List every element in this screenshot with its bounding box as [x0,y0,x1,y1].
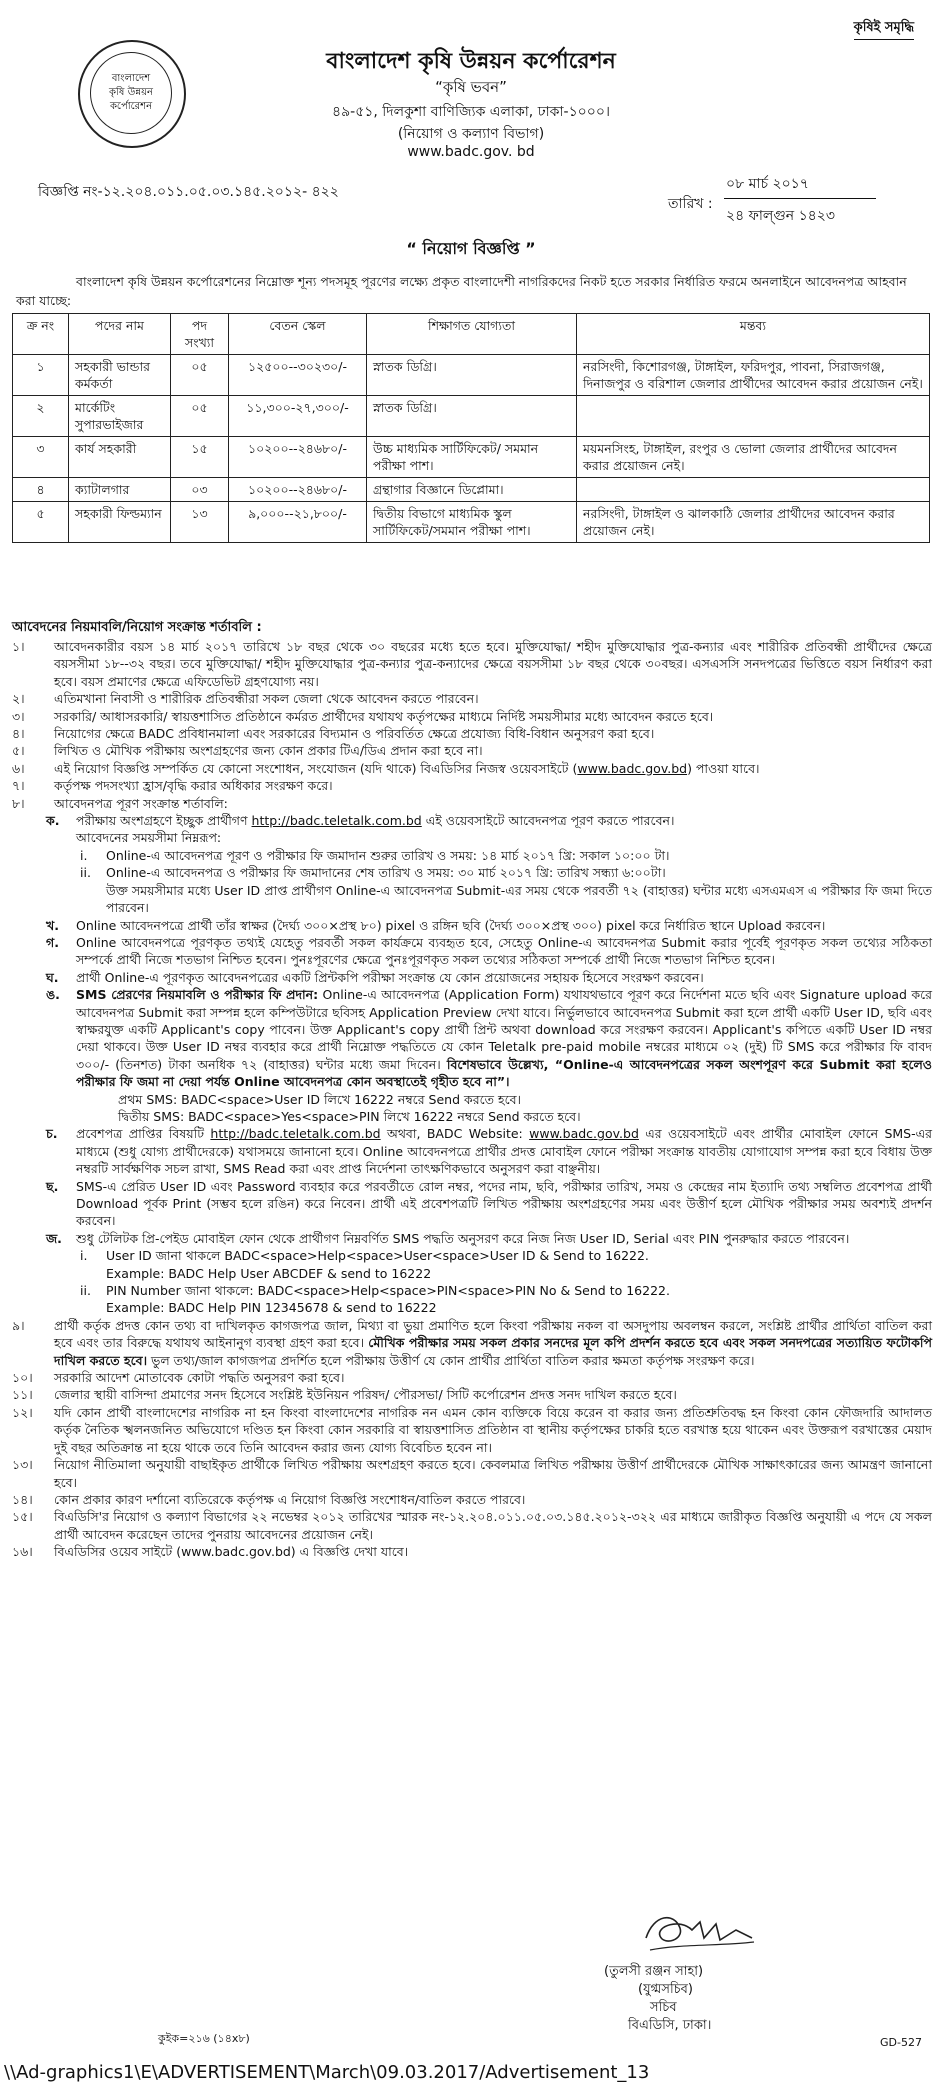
signature-mark [640,1908,760,1958]
rule-number: ১১। [12,1387,33,1403]
slogan-tag: কৃষিই সমৃদ্ধি [854,18,914,40]
item-ii-text-b: উক্ত সময়সীমার মধ্যে User ID প্রাপ্ত প্রার্থীগণ Online-এ আবেদনপত্র Submit-এর সময় থেকে পরবর্তী ৭২ (বাহাত্তর) ঘন্টার মধ্যে এসএমএস এ পরীক্ষার ফি জমা দিতে পারবেন। [106,882,932,916]
rule-text: আবেদনপত্র পূরণ সংক্রান্ত শর্তাবলি: [54,795,228,811]
inch-size: কুইক=২১৬ (১৪x৮) [158,2032,250,2045]
signatory-designation: (যুগ্মসচিব) [638,1982,693,1997]
rules-list [10,638,932,1561]
posts-table [12,313,930,543]
sub-text: SMS-এ প্রেরিত User ID এবং Password ব্যবহার করে পরবর্তীতে রোল নম্বর, পদের নাম, ছবি, পরীক্ষার তারিখ, সময় ও কেন্দ্রের নাম ইত্যাদি তথ্য সম্বলিত প্রবেশপত্র প্রার্থী Download পূর্বক Print (সম্ভব হলে রঙিন) করে নিবেন। প্রার্থী এই প্রবেশপত্রটি লিখিত পরীক্ষায় অংশগ্রহণের সময় এবং উত্তীর্ণ হলে মৌখিক পরীক্ষার সময় অবশ্যই প্রদর্শন করবেন। [76,1178,932,1229]
rule-text: কোন প্রকার কারণ দর্শানো ব্যতিরেকে কর্তৃপক্ষ এ নিয়োগ বিজ্ঞপ্তি সংশোধন/বাতিল করতে পারবে। [54,1491,526,1507]
rule-text: এতিমখানা নিবাসী ও শারীরিক প্রতিবন্ধীরা সকল জেলা থেকে আবেদন করতে পারবেন। [54,691,479,707]
cell-post: কার্য সহকারী [69,437,171,478]
item-number: ii. [80,1283,91,1299]
rule-number: ১০। [12,1370,33,1386]
rule-12 [10,1404,932,1456]
cell-count: ১৫ [171,437,229,478]
cha-text-c: এর ওয়েবসাইটে এবং প্রার্থীর মোবাইল ফোনে SMS-এর মাধ্যমে (শুধু যোগ্য প্রার্থীদেরকে) যথাসময়ে জানানো হবে। Online আবেদনপত্রে প্রার্থীর প্রদত্ত মোবাইল ফোনে পরীক্ষা সংক্রান্ত যাবতীয় যোগাযোগ সম্পন্ন করা হবে বিধায় উক্ত নম্বরটি সার্বক্ষণিক সচল রাখা, SMS Read করা এবং প্রাপ্ত নির্দেশনা তাৎক্ষণিকভাবে অনুসরণ করা বাঞ্ছনীয়। [76,1126,932,1177]
date-label: তারিখ : [668,196,713,212]
rule-8-cha [10,1125,932,1177]
rule-13 [10,1456,932,1491]
gd-code: GD-527 [880,2036,922,2049]
logo-text-1: বাংলাদেশ [111,73,151,84]
signatory-title: সচিব [650,2000,677,2015]
badc-website-link[interactable]: www.badc.gov.bd [529,1126,639,1142]
cell-sl: ১ [13,355,69,396]
rule-9 [10,1317,932,1369]
cell-qualification: গ্রন্থাগার বিজ্ঞানে ডিপ্লোমা। [367,478,577,502]
pin-example: Example: BADC Help PIN 12345678 & send to 16222 [106,1300,437,1316]
item-text [106,1282,932,1317]
website: www.badc.gov. bd [407,144,535,160]
sub-text [76,986,932,1090]
sub-number: চ. [46,1126,58,1142]
rules-title: আবেদনের নিয়মাবলি/নিয়োগ সংক্রান্ত শর্তাবলি : [12,620,262,635]
rule-number: ১৫। [12,1509,33,1525]
sms-second: দ্বিতীয় SMS: BADC<space>Yes<space>PIN লিখে 16222 নম্বরে Send করতে হবে। [118,1108,581,1124]
userid-example: Example: BADC Help User ABCDEF & send to 16222 [106,1265,432,1281]
rule-number: ২। [12,691,25,707]
sub-text: Online আবেদনপত্রে পূরণকৃত তথ্যই যেহেতু পরবর্তী সকল কার্যক্রমে ব্যবহৃত হবে, সেহেতু Online-এ আবেদনপত্র Submit করার পূর্বেই পূরণকৃত সকল তথ্যের সঠিকতা সম্পর্কে প্রার্থী নিজে শতভাগ নিশ্চিত হবেন। পুনঃপূরণের ক্ষেত্রে পুনঃপূরণকৃত সকল তথ্যের সঠিকতা সম্পর্কে প্রার্থী নিজে শতভাগ নিশ্চিত হবেন। [76,934,932,968]
col-post: পদের নাম [69,314,171,355]
cell-remark: নরসিংদী, টাঙ্গাইল ও ঝালকাঠি জেলার প্রার্থীদের আবেদন করার প্রয়োজন নেই। [577,502,930,543]
rule-text [54,1317,932,1369]
teletalk-link[interactable]: http://badc.teletalk.com.bd [251,813,422,829]
sms-warning: বিশেষভাবে উল্লেখ্য, “Online-এ আবেদনপত্রের সকল অংশপূরণ করে Submit করা হলেও পরীক্ষার ফি জমা না দেয়া পর্যন্ত Online আবেদনপত্র কোন অবস্থাতেই গৃহীত হবে না”। [76,1056,932,1090]
cell-count: ০৫ [171,355,229,396]
item-text [106,864,932,916]
cell-count: ১৩ [171,502,229,543]
rule-number: ৭। [12,778,25,794]
ka-text-a: পরীক্ষায় অংশগ্রহণে ইচ্ছুক প্রার্থীগণ [76,813,252,829]
logo-text-2: কৃষি উন্নয়ন [109,87,153,98]
rule-number: ৩। [12,708,25,724]
rule-number: ১৪। [12,1491,33,1507]
ja-item-i [10,1247,932,1282]
table-row [13,437,930,478]
address: ৪৯-৫১, দিলকুশা বাণিজ্যিক এলাকা, ঢাকা-১০০০। [331,104,610,120]
cell-qualification: উচ্চ মাধ্যমিক সার্টিফিকেট/ সমমান পরীক্ষা পাশ। [367,437,577,478]
sub-number: ঘ. [46,969,59,985]
rule-text: সরকারি/ আধাসরকারি/ স্বায়ত্তশাসিত প্রতিষ্ঠানে কর্মরত প্রার্থীদের যথাযথ কর্তৃপক্ষের মাধ্যমে নির্দিষ্ট সময়সীমার মধ্যে আবেদন করতে হবে। [54,708,714,724]
sub-text: শুধু টেলিটক প্রি-পেইড মোবাইল ফোন থেকে প্রার্থীগণ নিম্নবর্ণিত SMS পদ্ধতি অনুসরণ করে নিজ নিজ User ID, Serial এবং PIN পুনরুদ্ধার করতে পারবেন। [76,1230,850,1246]
rule-text: নিয়োগ নীতিমালা অনুযায়ী বাছাইকৃত প্রার্থীকে লিখিত পরীক্ষায় অংশগ্রহণ করতে হবে। কেবলমাত্র লিখিত পরীক্ষায় উত্তীর্ণ প্রার্থীদেরকে মৌখিক সাক্ষাৎকারের জন্য আমন্ত্রণ জানানো হবে। [54,1457,932,1490]
cell-scale: ১০২০০--২৪৬৮০/- [229,437,367,478]
cell-post: মার্কেটিং সুপারভাইজার [69,396,171,437]
item-text [106,1247,932,1282]
rule-number: ৮। [12,795,25,811]
rule-6-text-b: ) পাওয়া যাবে। [687,760,760,776]
cell-qualification: স্নাতক ডিগ্রি। [367,355,577,396]
rule-text: নিয়োগের ক্ষেত্রে BADC প্রবিধানমালা এবং সরকারের বিদ্যমান ও পরিবর্তিত ক্ষেত্রে প্রযোজ্য বিধি-বিধান অনুসরণ করা হবে। [54,726,655,742]
rule-number: ১৬। [12,1544,33,1560]
rule-7 [10,777,932,794]
table-row [13,502,930,543]
cha-text-b: অথবা, BADC Website: [380,1126,530,1142]
sms-heading: SMS প্রেরণের নিয়মাবলি ও পরীক্ষার ফি প্রদান: [76,987,319,1003]
ja-item-ii [10,1282,932,1317]
rule-number: ১২। [12,1404,33,1420]
col-remark: মন্তব্য [577,314,930,355]
org-name: বাংলাদেশ কৃষি উন্নয়ন কর্পোরেশন [326,49,616,74]
rule-8-gha [10,969,932,986]
table-header-row [13,314,930,355]
rule-text: আবেদনকারীর বয়স ১৪ মার্চ ২০১৭ তারিখে ১৮ বছর থেকে ৩০ বছরের মধ্যে হতে হবে। মুক্তিযোদ্ধা/ শহীদ মুক্তিযোদ্ধার পুত্র-কন্যার এবং শারীরিক প্রতিবন্ধী প্রার্থীদের ক্ষেত্রে বয়সসীমা ১৮--৩২ বছর। তবে মুক্তিযোদ্ধা/ শহীদ মুক্তিযোদ্ধার পুত্র-কন্যার পুত্র-কন্যাদের ক্ষেত্রে বয়সসীমা ১৮ বছর থেকে ৩০বছর। এসএসসি সনদপত্রের ভিত্তিতে বয়স নির্ধারণ করা হবে। বয়স প্রমাণের ক্ষেত্রে এফিডেভিট গ্রহণযোগ্য নয়। [54,639,932,689]
sub-number: ঙ. [46,987,60,1003]
sub-number: খ. [46,917,59,933]
rule-8-ja [10,1230,932,1247]
rule-number: ১৩। [12,1457,33,1473]
cell-count: ০৩ [171,478,229,502]
cell-qualification: দ্বিতীয় বিভাগে মাধ্যমিক স্কুল সার্টিফিকেট/সমমান পরীক্ষা পাশ। [367,502,577,543]
table-row [13,396,930,437]
cell-remark [577,396,930,437]
sms-body: Online-এ আবেদনপত্র (Application Form) যথাযথভাবে পূরণ করে নির্দেশনা মতে ছবি এবং Signature upload করে আবেদনপত্র Submit করা সম্পন্ন হলে কম্পিউটারে ছবিসহ Application Preview দেখা যাবে। নির্ভুলভাবে আবেদনপত্র Submit করা হলে প্রার্থী একটি User ID, ছবি এবং স্বাক্ষরযুক্ত একটি Applicant's copy পাবেন। উক্ত Applicant's copy প্রার্থী প্রিন্ট অথবা download করে সংরক্ষণ করবেন। Applicant's কপিতে একটি User ID নম্বর দেয়া থাকবে। উক্ত User ID নম্বর ব্যবহার করে প্রার্থী নিম্নোক্ত পদ্ধতিতে যে কোন Teletalk pre-paid mobile নম্বরের মাধ্যমে ০২ (দুই) টি SMS করে পরীক্ষার ফি বাবদ ৩০০/- (তিনশত) টাকা অনধিক ৭২ (বাহাত্তর) ঘন্টার মধ্যে জমা দিবেন। [76,987,933,1072]
rule-text: বিএডিসি'র নিয়োগ ও কল্যাণ বিভাগের ২২ নভেম্বর ২০১২ তারিখের স্মারক নং-১২.২০৪.০১১.০৫.০৩.১৪৫.২০১২-৩২২ এর মাধ্যমে জারীকৃত বিজ্ঞপ্তি অনুযায়ী এ পদে যে সকল প্রার্থী আবেদন করেছেন তাদের পুনরায় আবেদনের প্রয়োজন নেই। [54,1509,932,1542]
rule-number: ৪। [12,726,25,742]
teletalk-link[interactable]: http://badc.teletalk.com.bd [210,1126,381,1142]
rule-text: লিখিত ও মৌখিক পরীক্ষায় অংশগ্রহণের জন্য কোন প্রকার টিএ/ডিএ প্রদান করা হবে না। [54,743,483,759]
rule-text: যদি কোন প্রার্থী বাংলাদেশের নাগরিক না হন কিংবা বাংলাদেশের নাগরিক নন এমন কোন ব্যক্তিকে বিয়ে করেন বা করার জন্য প্রতিশ্রুতিবদ্ধ হন কিংবা কোন ফৌজদারি আদালত কর্তৃক নৈতিক স্খলনজনিত অভিযোগে দণ্ডিত হন কিংবা কোন সরকারি বা স্বায়ত্তশাসিত প্রতিষ্ঠান বা স্থানীয় কর্তৃপক্ষের চাকরি হতে বরখাস্ত হয়ে থাকেন এবং উক্তরূপ বরখাস্তের মেয়াদ দুই বছর অতিক্রান্ত না হয়ে থাকে তবে তিনি আবেদন করার জন্য যোগ্য বিবেচিত হবেন না। [54,1404,932,1455]
intro-paragraph: বাংলাদেশ কৃষি উন্নয়ন কর্পোরেশনের নিম্নোক্ত শূন্য পদসমূহ পূরণের লক্ষ্যে প্রকৃত বাংলাদেশী নাগরিকদের নিকট হতে সরকার নির্ধারিত ফরমে অনলাইনে আবেদনপত্র আহবান করা যাচ্ছে: [16,274,907,308]
userid-help: User ID জানা থাকলে BADC<space>Help<space>User<space>User ID & Send to 16222. [106,1248,649,1264]
rule-11 [10,1386,932,1403]
date-gregorian: ০৮ মার্চ ২০১৭ [726,176,809,192]
item-number: i. [80,1248,88,1264]
cell-post: সহকারী ভান্ডার কর্মকর্তা [69,355,171,396]
rule-9-text-a: প্রার্থী কর্তৃক প্রদত্ত কোন তথ্য বা দাখিলকৃত কাগজপত্র জাল, মিথ্যা বা ভুয়া প্রমাণিত হলে কিংবা পরীক্ষায় নকল বা অসদুপায় অবলম্বন করলে, সংশ্লিষ্ট প্রার্থীর প্রার্থিতা বাতিল করা হবে এবং তার বিরুদ্ধে যথাযথ আইনানুগ ব্যবস্থা গ্রহণ করা হবে। [54,1317,932,1351]
item-ii-text: Online-এ আবেদনপত্র ও পরীক্ষার ফি জমাদানের শেষ তারিখ ও সময়: ৩০ মার্চ ২০১৭ খ্রি: তারিখ সন্ধ্যা ৬:০০টা। [106,865,666,881]
building-name: “কৃষি ভবন” [435,78,507,96]
rule-8-kha [10,917,932,934]
rule-number: ৯। [12,1317,25,1333]
cell-qualification: স্নাতক ডিগ্রি। [367,396,577,437]
col-scale: বেতন স্কেল [229,314,367,355]
rule-14 [10,1491,932,1508]
col-qualification: শিক্ষাগত যোগ্যতা [367,314,577,355]
rule-text: সরকারি আদেশ মোতাবেক কোটা পদ্ধতি অনুসরণ করা হবে। [54,1370,345,1386]
table-row [13,478,930,502]
rule-number: ৬। [12,760,25,776]
item-number: i. [80,847,88,863]
cell-scale: ৯,০০০--২১,৮০০/- [229,502,367,543]
cell-sl: ২ [13,396,69,437]
cell-scale: ১১,৩০০-২৭,৩০০/- [229,396,367,437]
rule-15 [10,1508,932,1543]
cell-sl: ৫ [13,502,69,543]
sms-first: প্রথম SMS: BADC<space>User ID লিখে 16222 নম্বরে Send করতে হবে। [118,1091,522,1107]
date-bangla: ২৪ ফাল্গুন ১৪২৩ [726,208,835,224]
notice-title: “ নিয়োগ বিজ্ঞপ্তি ” [406,239,536,258]
rule-text: বিএডিসির ওয়েব সাইটে (www.badc.gov.bd) এ বিজ্ঞপ্তি দেখা যাবে। [54,1544,409,1560]
rule-9-bold: মৌখিক পরীক্ষার সময় সকল প্রকার সনদের মূল কপি প্রদর্শন করতে হবে এবং সকল সনদপত্রের সত্যায়িত ফটোকপি দাখিল করতে হবে। [54,1335,932,1368]
rule-8 [10,795,932,812]
cell-sl: ৪ [13,478,69,502]
cell-remark [577,478,930,502]
sub-text: Online আবেদনপত্রে প্রার্থী তাঁর স্বাক্ষর (দৈর্ঘ্য ৩০০×প্রস্থ ৮০) pixel ও রঙ্গিন ছবি (দৈর্ঘ্য ৩০০×প্রস্থ ৩০০) pixel করে নির্ধারিত স্থানে Upload করবেন। [76,917,826,933]
sub-text [76,812,932,847]
rule-8-uma [10,986,932,1090]
ka-item-i [10,847,932,864]
col-sl: ক্র নং [13,314,69,355]
rule-3 [10,708,932,725]
rule-16 [10,1543,932,1560]
signatory-name: (তুলসী রঞ্জন সাহা) [604,1964,704,1979]
cell-remark: ময়মনসিংহ, টাঙ্গাইল, রংপুর ও ভোলা জেলার প্রার্থীদের আবেদন করার প্রয়োজন নেই। [577,437,930,478]
cell-count: ০৫ [171,396,229,437]
cha-text-a: প্রবেশপত্র প্রাপ্তির বিষয়টি [76,1126,211,1142]
cell-scale: ১২৫০০--৩০২৩০/- [229,355,367,396]
cell-sl: ৩ [13,437,69,478]
cell-remark: নরসিংদী, কিশোরগঞ্জ, টাঙ্গাইল, ফরিদপুর, পাবনা, সিরাজগঞ্জ, দিনাজপুর ও বরিশাল জেলার প্রার্থীদের আবেদন করার প্রয়োজন নেই। [577,355,930,396]
cell-scale: ১০২০০--২৪৬৮০/- [229,478,367,502]
col-count: পদ সংখ্যা [171,314,229,355]
rule-text: জেলার স্থায়ী বাসিন্দা প্রমাণের সনদ হিসেবে সংশ্লিষ্ট ইউনিয়ন পরিষদ/ পৌরসভা/ সিটি কর্পোরেশন প্রদত্ত সনদ দাখিল করতে হবে। [54,1387,677,1403]
rule-text [54,760,932,777]
cell-post: ক্যাটালগার [69,478,171,502]
rule-4 [10,725,932,742]
rule-text: কর্তৃপক্ষ পদসংখ্যা হ্রাস/বৃদ্ধি করার অধিকার সংরক্ষণ করে। [54,778,333,794]
ka-text-b: এই ওয়েবসাইটে আবেদনপত্র পূরণ করতে পারবেন। [421,813,675,829]
item-number: ii. [80,865,91,881]
rule-8-ka [10,812,932,847]
sub-number: ক. [46,813,60,829]
cell-post: সহকারী ফিল্ডম্যান [69,502,171,543]
rule-9-text-b: ভুল তথ্য/জাল কাগজপত্র প্রদর্শিত হলে পরীক্ষায় উত্তীর্ণ যে কোন প্রার্থীর প্রার্থিতা বাতিল করার ক্ষমতা কর্তৃপক্ষ সংরক্ষণ করে। [147,1352,755,1368]
table-row [13,355,930,396]
file-path: \\Ad-graphics1\E\ADVERTISEMENT\March\09.03.2017/Advertisement_13 [4,2062,650,2083]
badc-website-link[interactable]: www.badc.gov.bd [577,760,688,776]
rule-number: ১। [12,639,25,654]
ka-item-ii [10,864,932,916]
signatory-org: বিএডিসি, ঢাকা। [628,2018,712,2033]
pin-help: PIN Number জানা থাকলে: BADC<space>Help<space>PIN<space>PIN No & Send to 16222. [106,1283,670,1299]
rule-5 [10,742,932,759]
sub-text: প্রার্থী Online-এ পূরণকৃত আবেদনপত্রের একটি প্রিন্টকপি পরীক্ষা সংক্রান্ত যে কোন প্রয়োজনের সহায়ক হিসেবে সংরক্ষণ করবেন। [76,969,704,985]
sub-number: ছ. [46,1178,59,1194]
division: (নিয়োগ ও কল্যাণ বিভাগ) [397,126,545,142]
rule-number: ৫। [12,743,25,759]
rule-1 [10,638,932,690]
item-text: Online-এ আবেদনপত্র পূরণ ও পরীক্ষার ফি জমাদান শুরুর তারিখ ও সময়: ১৪ মার্চ ২০১৭ খ্রি: সকাল ১০:০০ টা। [106,847,670,863]
sub-text [76,1125,932,1177]
sub-number: জ. [46,1230,62,1246]
ka-text-c: আবেদনের সময়সীমা নিম্নরূপ: [76,830,222,846]
memo-number: বিজ্ঞপ্তি নং-১২.২০৪.০১১.০৫.০৩.১৪৫.২০১২- ৪২২ [38,184,339,200]
rule-10 [10,1369,932,1386]
sub-number: গ. [46,934,59,950]
rule-8-ga [10,934,932,969]
rule-6-text-a: এই নিয়োগ বিজ্ঞপ্তি সম্পর্কিত যে কোনো সংশোধন, সংযোজন (যদি থাকে) বিএডিসির নিজস্ব ওয়েবসাইটে ( [54,760,578,776]
date-divider [724,198,876,199]
rule-8-chha [10,1178,932,1230]
rule-2 [10,690,932,707]
rule-6 [10,760,932,777]
logo-text-3: কর্পোরেশন [109,101,153,112]
